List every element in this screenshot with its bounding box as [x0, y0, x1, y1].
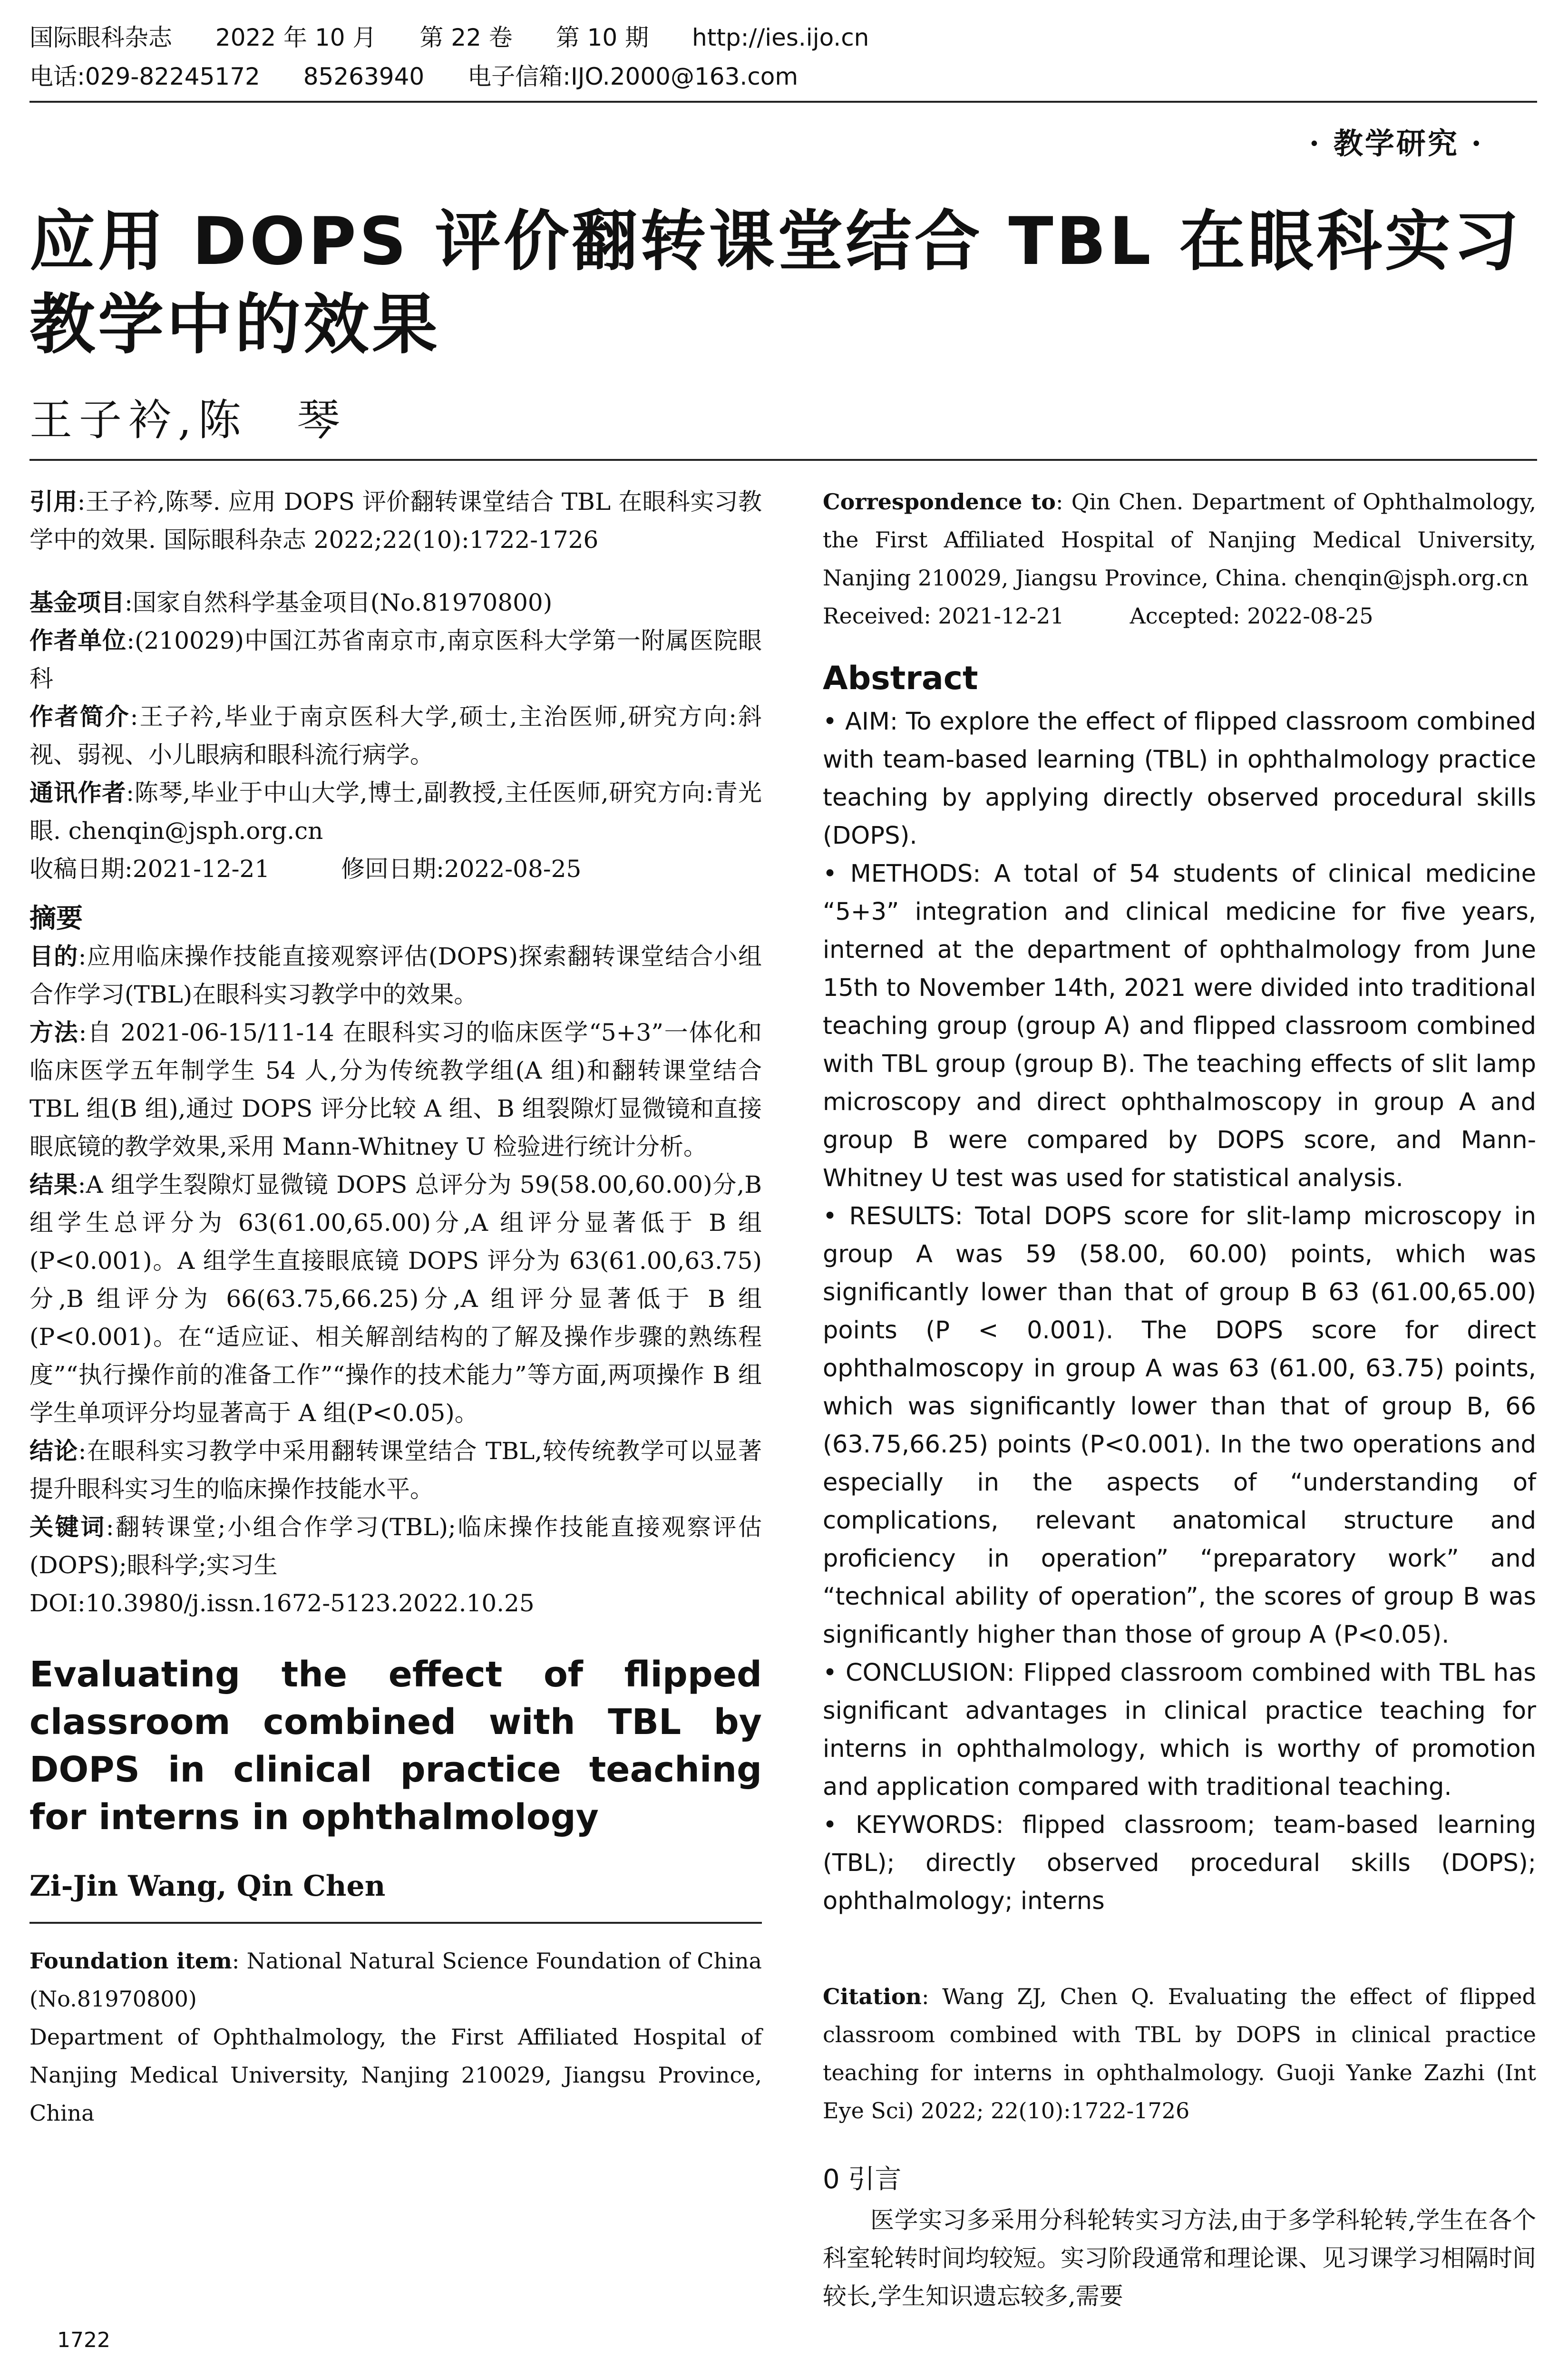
page-title: 应用 DOPS 评价翻转课堂结合 TBL 在眼科实习教学中的效果	[29, 203, 1522, 363]
conclusion-en: • CONCLUSION: Flipped classroom combined with TBL has significant advantages in clinical practice teaching for interns in ophthalmology, which is worthy of promotion and application compared with traditional teaching.	[823, 1659, 1536, 1801]
citation-en-text: : Wang ZJ, Chen Q. Evaluating the effect of flipped classroom combined with TBL by DOPS in clinical practice teaching for interns in ophthalmology. Guoji Yanke Zazhi (Int Eye Sci) 2022; 22(10):1722-1726	[823, 1984, 1536, 2124]
foundation	[29, 1942, 762, 2132]
citation-cn-text: :王子衿,陈琴. 应用 DOPS 评价翻转课堂结合 TBL 在眼科实习教学中的效果. 国际眼科杂志 2022;22(10):1722-1726	[29, 488, 762, 554]
issue-date: 2022 年 10 月	[215, 24, 377, 51]
corr-text: :陈琴,毕业于中山大学,博士,副教授,主任医师,研究方向:青光眼. chenqin@jsph.org.cn	[29, 779, 762, 845]
correspondence-label: Correspondence to	[823, 489, 1056, 515]
keywords-cn-text: :翻转课堂;小组合作学习(TBL);临床操作技能直接观察评估(DOPS);眼科学;实习生	[29, 1513, 762, 1579]
aim-cn-text: :应用临床操作技能直接观察评估(DOPS)探索翻转课堂结合小组合作学习(TBL)在眼科实习教学中的效果。	[29, 943, 762, 1008]
title-divider	[29, 459, 1537, 461]
journal-url[interactable]: http://ies.ijo.cn	[692, 24, 869, 51]
conclusion-cn-text: :在眼科实习教学中采用翻转课堂结合 TBL,较传统教学可以显著提升眼科实习生的临床操作技能水平。	[29, 1437, 762, 1503]
intro-heading: 0 引言	[823, 2164, 902, 2195]
correspondence-text: : Qin Chen. Department of Ophthalmology, the First Affiliated Hospital of Nanjing Medical University, Nanjing 210029, Jiangsu Province, China. chenqin@jsph.org.cn	[823, 489, 1536, 591]
unit-text: :(210029)中国江苏省南京市,南京医科大学第一附属医院眼科	[29, 627, 762, 692]
results-cn-text: :A 组学生裂隙灯显微镜 DOPS 总评分为 59(58.00,60.00)分,B 组学生总评分为 63(61.00,65.00)分,A 组评分显著低于 B 组(P<0.001)。A 组学生直接眼底镜 DOPS 评分为 63(61.00,63.75)分,B 组评分为 66(63.75,66.25)分,A 组评分显著低于 B 组(P<0.001)。在“适应证、相关解剖结构的了解及操作步骤的熟练程度”“执行操作前的准备工作”“操作的技术能力”等方面,两项操作 B 组学生单项评分均显著高于 A 组(P<0.05)。	[29, 1171, 762, 1427]
aim-en: • AIM: To explore the effect of flipped classroom combined with team-based learning (TBL) in ophthalmology practice teaching by applying directly observed procedural skills (DOPS).	[823, 708, 1536, 850]
abstract-cn	[29, 937, 762, 1622]
department: Department of Ophthalmology, the First Affiliated Hospital of Nanjing Medical University, Nanjing 210029, Jiangsu Province, China	[29, 2024, 762, 2126]
doi[interactable]: DOI:10.3980/j.issn.1672-5123.2022.10.25	[29, 1589, 535, 1617]
fund-text: :国家自然科学基金项目(No.81970800)	[125, 589, 553, 616]
methods-cn-label: 方法	[29, 1018, 79, 1046]
volume: 第 22 卷	[419, 24, 513, 51]
received-cn: 收稿日期:2021-12-21	[29, 855, 270, 883]
corr-label: 通讯作者	[29, 779, 127, 807]
authors-cn: 王子衿,陈 琴	[29, 395, 347, 445]
citation-en	[823, 1978, 1536, 2130]
section-tag: · 教学研究 ·	[1309, 126, 1483, 161]
abstract-en-heading: Abstract	[823, 660, 978, 697]
results-en: • RESULTS: Total DOPS score for slit-lamp microscopy in group A was 59 (58.00, 60.00) points, which was significantly lower than that of group B 63 (61.00,65.00) points (P < 0.001). The DOPS score for direct ophthalmoscopy in group A was 63 (61.00, 63.75) points, which was significantly lower than that of group B, 66 (63.75,66.25) points (P<0.001). In the two operations and especially in the aspects of “understanding of complications, relevant anatomical structure and proficiency in operation” “preparatory work” and “technical ability of operation”, the scores of group B was significantly higher than those of group A (P<0.05).	[823, 1202, 1536, 1649]
methods-cn-text: :自 2021-06-15/11-14 在眼科实习的临床医学“5+3”一体化和临床医学五年制学生 54 人,分为传统教学组(A 组)和翻转课堂结合 TBL 组(B 组),通过 DOPS 评分比较 A 组、B 组裂隙灯显微镜和直接眼底镜的教学效果,采用 Mann-Whitney U 检验进行统计分析。	[29, 1019, 762, 1160]
citation-en-label: Citation	[823, 1984, 922, 2009]
results-cn-label: 结果	[29, 1170, 78, 1198]
header-divider	[29, 101, 1537, 103]
correspondence	[823, 483, 1536, 635]
phone: 电话:029-82245172	[29, 63, 260, 90]
page-number: 1722	[57, 2328, 110, 2352]
accepted-en: Accepted: 2022-08-25	[1130, 603, 1373, 629]
unit-label: 作者单位	[29, 626, 127, 654]
abstract-en	[823, 703, 1536, 1920]
en-authors: Zi-Jin Wang, Qin Chen	[29, 1870, 386, 1903]
abstract-cn-heading: 摘要	[29, 903, 83, 934]
left-column	[29, 483, 762, 2132]
keywords-cn-label: 关键词	[29, 1513, 106, 1541]
citation-cn-label: 引用	[29, 487, 78, 516]
aim-cn-label: 目的	[29, 942, 78, 970]
intro-text: 医学实习多采用分科轮转实习方法,由于多学科轮转,学生在各个科室轮转时间均较短。实习阶段通常和理论课、见习课学习相隔时间较长,学生知识遗忘较多,需要	[823, 2206, 1536, 2310]
citation-cn	[29, 483, 762, 559]
received-en: Received: 2021-12-21	[823, 603, 1064, 629]
bio-label: 作者简介	[29, 702, 130, 731]
bio-text: :王子衿,毕业于南京医科大学,硕士,主治医师,研究方向:斜视、弱视、小儿眼病和眼科流行病学。	[29, 703, 762, 769]
keywords-en: • KEYWORDS: flipped classroom; team-based learning (TBL); directly observed procedural skills (DOPS); ophthalmology; interns	[823, 1811, 1536, 1915]
issue-number: 第 10 期	[555, 24, 649, 51]
methods-en: • METHODS: A total of 54 students of clinical medicine “5+3” integration and clinical medicine for five years, interned at the department of ophthalmology from June 15th to November 14th, 2021 were divided into traditional teaching group (group A) and flipped classroom combined with TBL group (group B). The teaching effects of slit lamp microscopy and direct ophthalmoscopy in group A and group B were compared by DOPS score, and Mann-Whitney U test was used for statistical analysis.	[823, 860, 1536, 1192]
journal-header	[29, 18, 1537, 96]
foundation-label: Foundation item	[29, 1948, 232, 1974]
email[interactable]: 电子信箱:IJO.2000@163.com	[467, 63, 799, 90]
authors-divider	[29, 1922, 762, 1924]
en-title: Evaluating the effect of flipped classroom combined with TBL by DOPS in clinical practice teaching for interns in ophthalmology	[29, 1654, 762, 1838]
fund-label: 基金项目	[29, 588, 125, 616]
journal-name: 国际眼科杂志	[29, 24, 172, 51]
right-column	[823, 483, 1536, 2315]
foundation-text: : National Natural Science Foundation of China (No.81970800)	[29, 1948, 762, 2012]
phone-2: 85263940	[303, 63, 425, 90]
meta-cn	[29, 584, 762, 888]
revised-cn: 修回日期:2022-08-25	[341, 855, 582, 883]
conclusion-cn-label: 结论	[29, 1437, 78, 1465]
